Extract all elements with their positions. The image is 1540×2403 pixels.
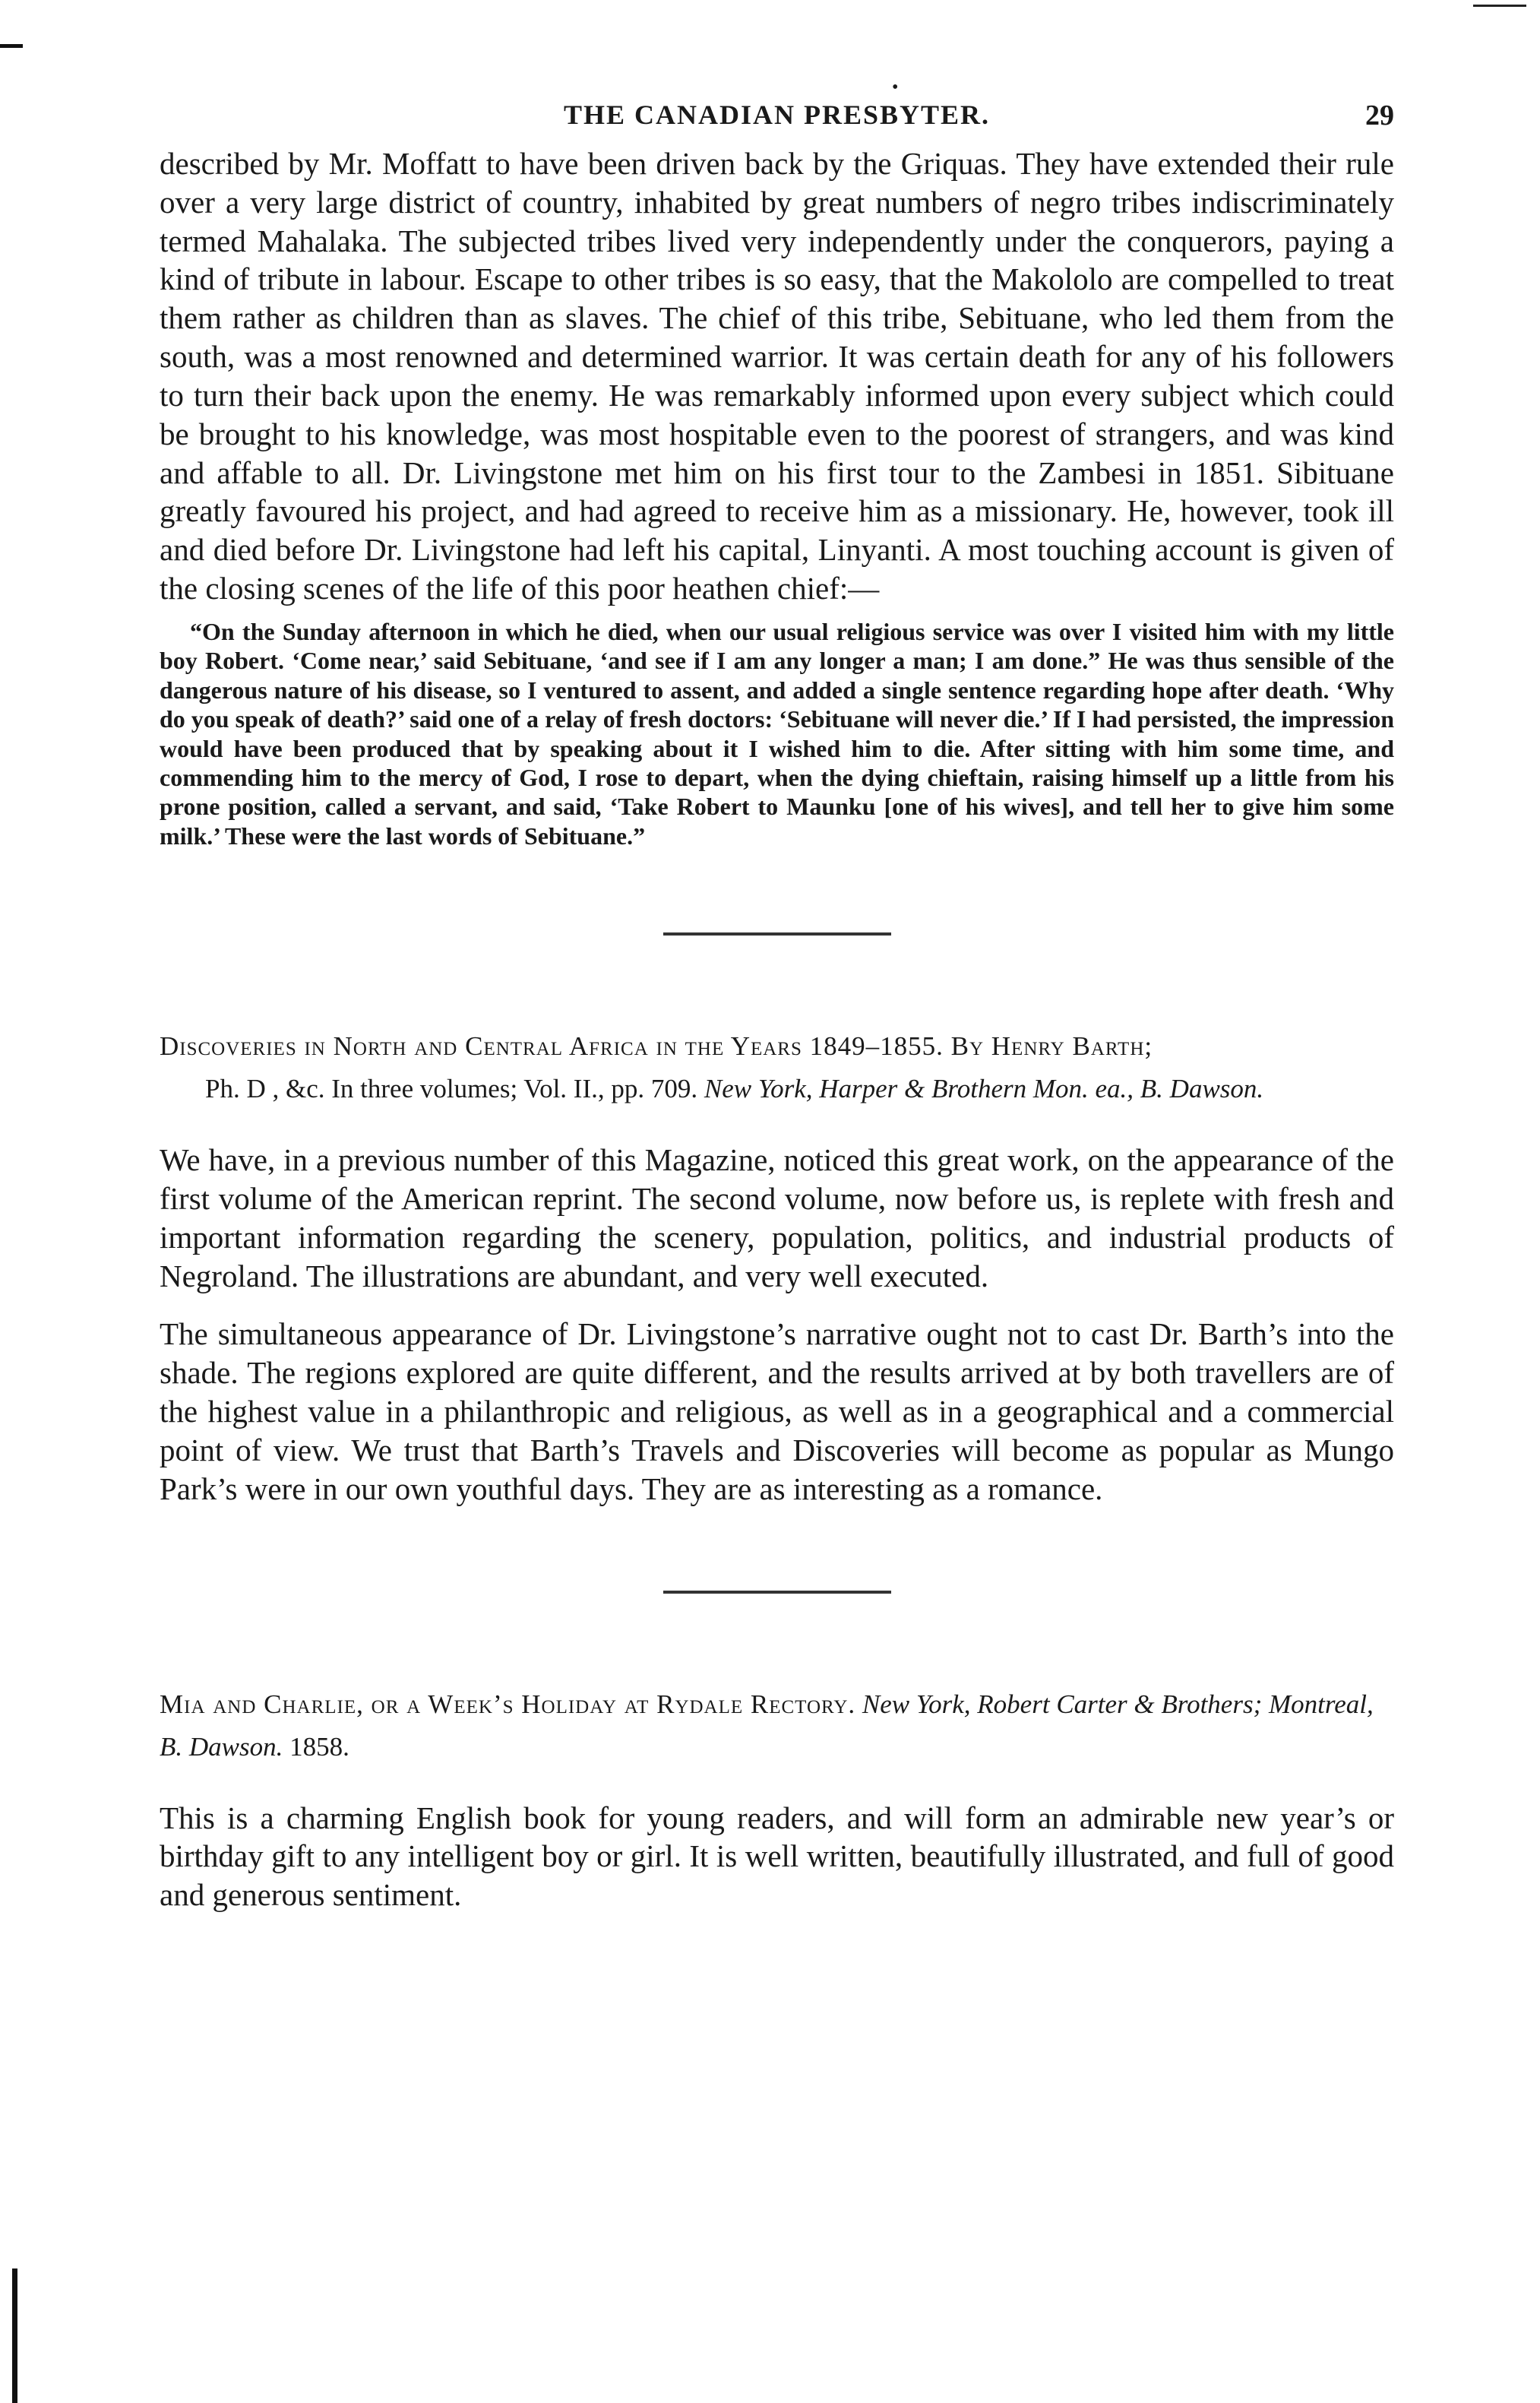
review-paragraph: We have, in a previous number of this Magazine, noticed this great work, on the appearance of the first volume of the American reprint. The second volume, now before us, is replete with fresh and important information regarding the scenery, population, politics, and industrial products of Negroland. The illustrations are abundant, and very well executed. bbox=[160, 1142, 1394, 1293]
binding-edge bbox=[12, 2268, 17, 2403]
article-paragraph: described by Mr. Moffatt to have been driven back by the Griquas. They have extended their rule over a very large district of country, inhabited by great numbers of negro tribes indiscriminately termed Mahalaka. The subjected tribes lived very independently under the conquerors, paying a kind of tribute in labour. Escape to other tribes is so easy, that the Makololo are compelled to treat them rather as children than as slaves. The chief of this tribe, Sebituane, who led them from the south, was a most renowned and determined warrior. It was certain death for any of his followers to turn their back upon the enemy. He was remarkably informed upon every subject which could be brought to his knowledge, was most hospitable even to the poorest of strangers, and was kind and affable to all. Dr. Livingstone met him on his first tour to the Zambesi in 1851. Sibituane greatly favoured his project, and had agreed to receive him as a missionary. He, however, took ill and died before Dr. Livingstone had left his capital, Linyanti. A most touching account is given of the closing scenes of the life of this poor heathen chief:— bbox=[160, 146, 1394, 606]
review-title: Discoveries in North and Central Africa in the Years 1849–1855. By Henry Barth; bbox=[160, 1031, 1153, 1062]
block-quote bbox=[160, 617, 1394, 850]
section-divider bbox=[663, 1591, 891, 1594]
review-publisher: New York, Robert Carter & Brothers; Montreal, B. Dawson. bbox=[160, 1689, 1374, 1762]
review-paragraph: The simultaneous appearance of Dr. Livingstone’s narrative ought not to cast Dr. Barth’s into the shade. The regions explored are quite different, and the results arrived at by both travellers are of the highest value in a philanthropic and religious, as well as in a geographical and a commercial point of view. We trust that Barth’s Travels and Discoveries will become as popular as Mungo Park’s were in our own youthful days. They are as interesting as a romance. bbox=[160, 1316, 1394, 1506]
review-body-mia bbox=[160, 1799, 1394, 1914]
review-meta-plain: Ph. D , &c. In three volumes; Vol. II., pp. 709. bbox=[205, 1074, 698, 1104]
review-heading-mia bbox=[160, 1683, 1394, 1768]
corner-mark bbox=[1473, 5, 1526, 7]
margin-mark bbox=[0, 44, 23, 48]
quote-text: “On the Sunday afternoon in which he died, when our usual religious service was over I visited him with my little boy Robert. ‘Come near,’ said Sebituane, ‘and see if I am any longer a man; I am done.” He was thus sensible of the dangerous nature of his disease, so I ventured to assent, and added a single sentence regarding hope after death. ‘Why do you speak of death?’ said one of a relay of fresh doctors: ‘Sebituane will never die.’ If I had persisted, the impression would have been produced that by speaking about it I wished him to die. After sitting with him some time, and commending him to the mercy of God, I rose to depart, when the dying chieftain, raising himself up a little from his prone position, called a servant, and said, ‘Take Robert to Maunku [one of his wives], and tell her to give him some milk.’ These were the last words of Sebituane.” bbox=[160, 617, 1394, 850]
review-paragraph: This is a charming English book for young readers, and will form an admirable new year’s or birthday gift to any intelligent boy or girl. It is well written, beautifully illustrated, and full of good and generous sentiment. bbox=[160, 1800, 1394, 1913]
running-title: THE CANADIAN PRESBYTER. bbox=[563, 100, 991, 130]
review-meta bbox=[160, 1068, 1394, 1110]
page bbox=[160, 78, 1394, 1914]
review-heading-barth bbox=[160, 1025, 1394, 1110]
page-number: 29 bbox=[1365, 100, 1394, 131]
article-body bbox=[160, 144, 1394, 608]
running-head bbox=[160, 78, 1394, 144]
review-meta-publisher: New York, Harper & Brothern Mon. ea., B. Dawson. bbox=[704, 1074, 1264, 1104]
review-title: Mia and Charlie, or a Week’s Holiday at Rydale Rectory. bbox=[160, 1689, 856, 1719]
printer-mark: • bbox=[892, 78, 899, 97]
review-year: 1858. bbox=[289, 1731, 349, 1762]
section-divider bbox=[663, 932, 891, 936]
review-body-barth bbox=[160, 1141, 1394, 1508]
